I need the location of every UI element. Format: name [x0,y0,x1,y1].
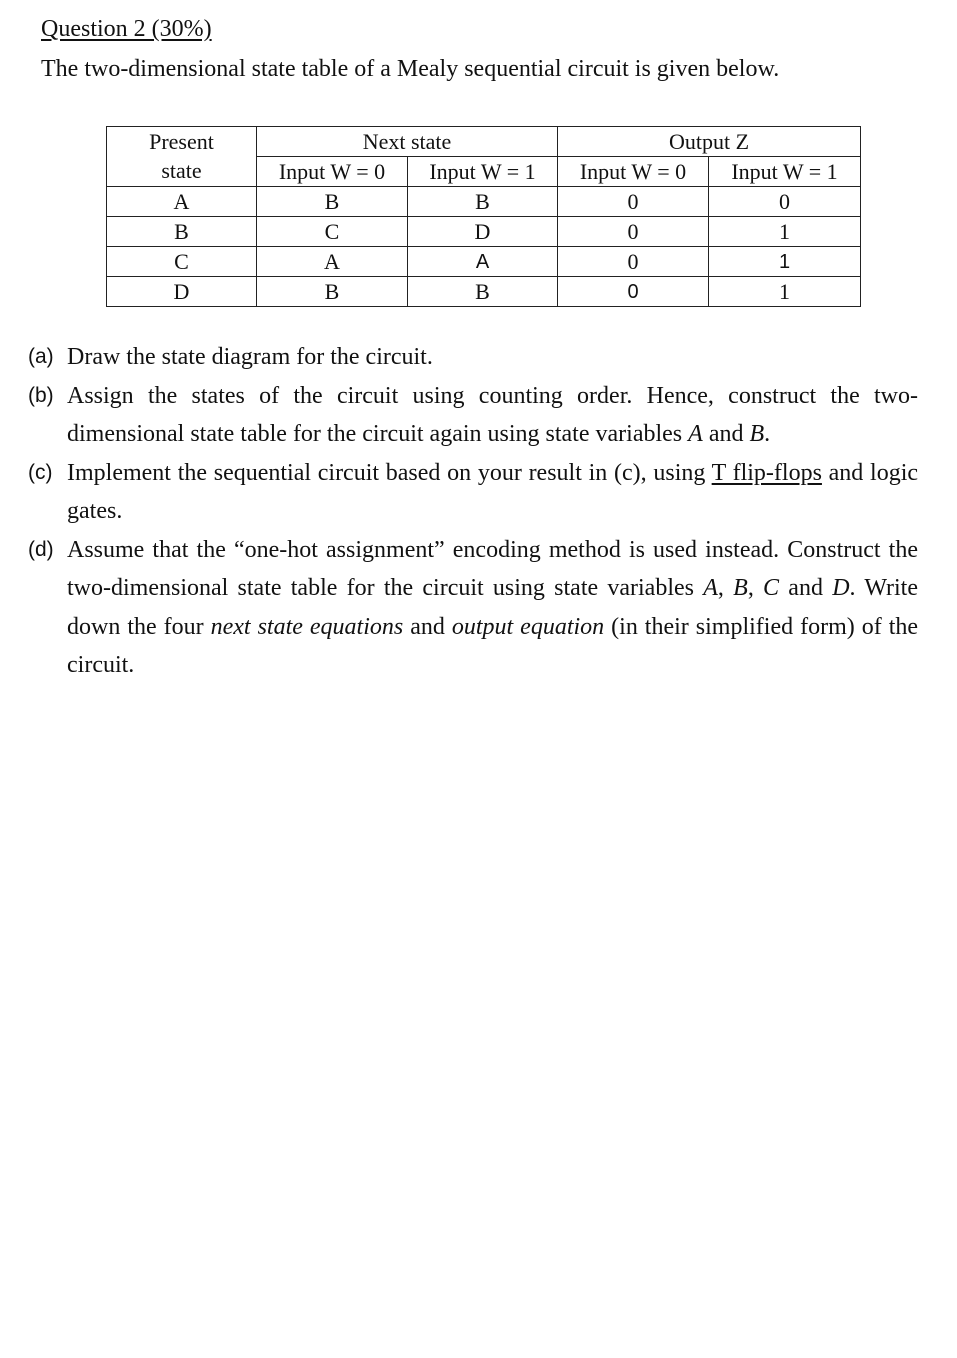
present-state-header-2: state [107,157,257,187]
out-w1-cell: 1 [709,277,861,307]
out-w1-cell: 1 [709,247,861,277]
part-label: (a) [28,345,54,368]
part-b [28,377,918,454]
emphasized-term: next state equations [210,613,404,640]
next-w0-cell: B [257,187,408,217]
part-label: (c) [28,460,53,484]
out-w0-cell: 0 [558,187,709,217]
next-w0-header: Input W = 0 [257,157,408,187]
part-text [67,377,918,454]
part-text-segment: Assume that the “one-hot assignment” encoding method is used instead. Construct the two-dimensional state table for the circuit using state variables [67,536,918,601]
question-title: Question 2 (30%) [41,16,212,42]
part-label: (d) [28,537,54,561]
state-variable: B [733,575,748,601]
next-w0-cell: A [257,247,408,277]
output-header: Output Z [558,127,861,157]
next-w1-cell: B [408,277,558,307]
part-label: (b) [28,383,54,407]
underlined-term: T flip-flops [711,459,822,486]
next-w1-header: Input W = 1 [408,157,558,187]
table-header-row-2 [107,157,861,187]
table-row [107,187,861,217]
part-text [67,454,918,531]
part-text-segment: , [717,575,734,601]
present-cell: A [107,187,257,217]
part-text-segment: . [764,421,771,447]
next-state-header: Next state [257,127,558,157]
table-row [107,217,861,247]
part-d [28,531,918,685]
out-w0-cell: 0 [558,277,709,307]
part-text-segment: , [747,575,764,601]
next-w0-cell: B [257,277,408,307]
out-w1-header: Input W = 1 [709,157,861,187]
part-text: Draw the state diagram for the circuit. [67,344,433,370]
out-w0-header: Input W = 0 [558,157,709,187]
part-c [28,454,918,531]
question-intro: The two-dimensional state table of a Mealy sequential circuit is given below. [41,56,780,82]
question-parts [28,338,918,685]
state-variable: A [703,575,718,601]
part-text-segment: and [702,421,750,447]
present-cell: B [107,217,257,247]
next-w0-cell: C [257,217,408,247]
state-table [106,126,861,307]
part-text-segment: . Write down the four [67,575,919,640]
table-row [107,277,861,307]
part-text-segment: and [403,613,452,640]
present-state-header: Present [107,127,257,157]
part-text-segment: and logic gates. [67,459,919,524]
present-cell: C [107,247,257,277]
part-text-segment: Assign the states of the circuit using counting order. Hence, construct the two-dimensional state table for the circuit again using state variables [67,382,918,447]
table-row [107,247,861,277]
table-header-row-1 [107,127,861,157]
present-cell: D [107,277,257,307]
part-a [28,338,918,377]
next-w1-cell: D [408,217,558,247]
state-variable: C [763,575,780,601]
state-variable: A [688,421,703,447]
state-variable: D [832,575,850,601]
part-text-segment: (in their simplified form) of the circuit. [67,613,919,678]
out-w0-cell: 0 [558,247,709,277]
part-text-segment: and [779,575,833,601]
part-text [67,531,918,685]
next-w1-cell: A [408,247,558,277]
next-w1-cell: B [408,187,558,217]
part-text-segment: Implement the sequential circuit based on your result in (c), using [67,459,712,486]
out-w1-cell: 0 [709,187,861,217]
out-w0-cell: 0 [558,217,709,247]
out-w1-cell: 1 [709,217,861,247]
state-variable: B [749,421,765,447]
emphasized-term: output equation [451,613,605,640]
